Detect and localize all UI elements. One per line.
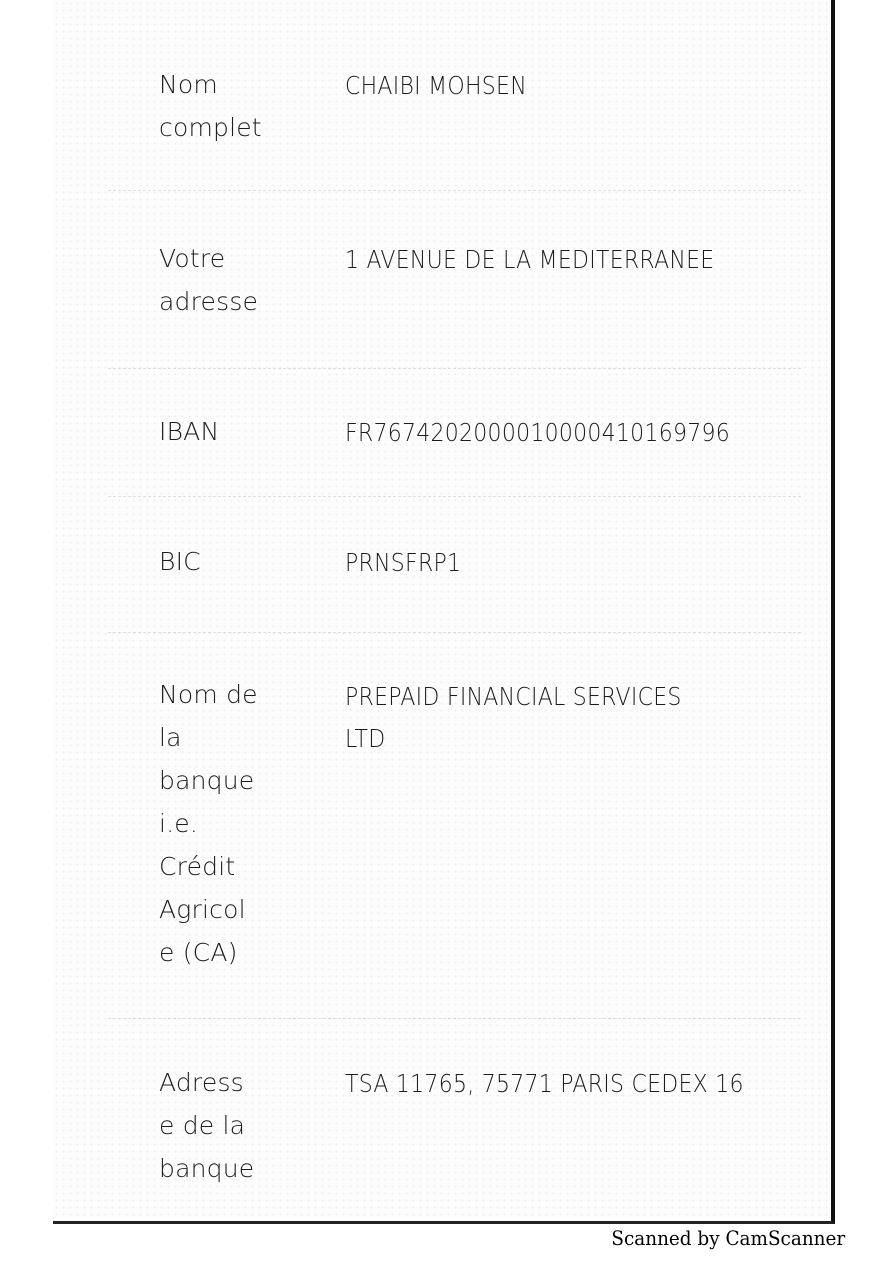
value-iban: FR7674202000010000410169796 [345,418,730,447]
value-full-name: CHAIBI MOHSEN [345,71,527,100]
scanner-watermark: Scanned by CamScanner [611,1226,845,1250]
value-address: 1 AVENUE DE LA MEDITERRANEE [345,245,715,274]
label-address: Votre adresse [159,244,259,316]
divider [108,190,801,192]
document-page [53,0,835,1224]
label-bank-name: Nom de la banque i.e. Crédit Agricole (CA) [159,680,258,967]
value-bank-name: PREPAID FINANCIAL SERVICES LTD [345,682,682,753]
value-bank-address: TSA 11765, 75771 PARIS CEDEX 16 [345,1069,744,1098]
label-bic: BIC [159,547,201,576]
divider [108,632,801,634]
divider [108,368,801,370]
label-full-name: Nom complet [159,70,262,142]
value-bic: PRNSFRP1 [345,548,462,577]
divider [108,1018,801,1020]
divider [108,496,801,498]
label-iban: IBAN [159,417,220,446]
label-bank-address: Adresse de la banque [159,1068,255,1183]
